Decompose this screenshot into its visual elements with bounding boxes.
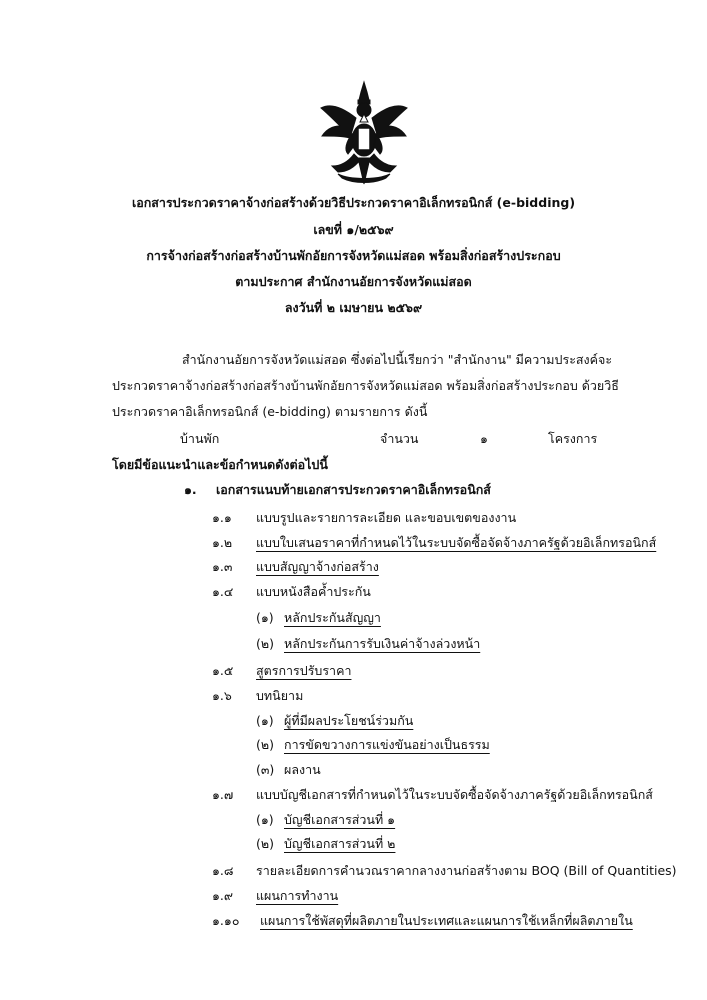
- document-number: เลขที่ ๑/๒๕๖๙: [313, 222, 394, 237]
- garuda-emblem: [318, 80, 410, 188]
- intro-line-3: ประกวดราคาอิเล็กทรอนิกส์ (e-bidding) ตามรายการ ดังนี้: [112, 404, 428, 419]
- subitem-number: (๑): [256, 812, 274, 827]
- announcement-reference: ตามประกาศ สำนักงานอัยการจังหวัดแม่สอด: [235, 274, 472, 289]
- subitem-link[interactable]: ผู้ที่มีผลประโยชน์ร่วมกัน: [284, 713, 414, 728]
- section-1-title: เอกสารแนบท้ายเอกสารประกวดราคาอิเล็กทรอนิกส์: [216, 482, 491, 497]
- item-number: ๑.๒: [212, 535, 233, 550]
- subitem-text: ผลงาน: [284, 762, 321, 777]
- item-qty-label: จำนวน: [380, 431, 419, 446]
- item-link[interactable]: สูตรการปรับราคา: [256, 663, 352, 678]
- document-date: ลงวันที่ ๒ เมษายน ๒๕๖๙: [284, 300, 423, 315]
- subitem-number: (๑): [256, 713, 274, 728]
- item-name: บ้านพัก: [180, 431, 220, 446]
- intro-line-2: ประกวดราคาจ้างก่อสร้างก่อสร้างบ้านพักอัยการจังหวัดแม่สอด พร้อมสิ่งก่อสร้างประกอบ ด้วยวิธี: [112, 378, 619, 393]
- item-number: ๑.๗: [212, 787, 234, 802]
- item-number: ๑.๙: [212, 888, 234, 903]
- document-title: เอกสารประกวดราคาจ้างก่อสร้างด้วยวิธีประกวดราคาอิเล็กทรอนิกส์ (e-bidding): [131, 195, 576, 210]
- conditions-intro: โดยมีข้อแนะนำและข้อกำหนดดังต่อไปนี้: [112, 457, 328, 472]
- item-number: ๑.๑: [212, 510, 232, 525]
- item-text: แบบหนังสือค้ำประกัน: [256, 584, 371, 599]
- item-text: รายละเอียดการคำนวณราคากลางงานก่อสร้างตาม BOQ (Bill of Quantities): [256, 863, 677, 878]
- item-link[interactable]: แบบสัญญาจ้างก่อสร้าง: [256, 559, 379, 574]
- item-link[interactable]: แผนการใช้พัสดุที่ผลิตภายในประเทศและแผนการใช้เหล็กที่ผลิตภายใน: [260, 913, 633, 928]
- item-link[interactable]: แบบใบเสนอราคาที่กำหนดไว้ในระบบจัดซื้อจัดจ้างภาครัฐด้วยอิเล็กทรอนิกส์: [256, 535, 657, 550]
- subitem-link[interactable]: บัญชีเอกสารส่วนที่ ๑: [284, 812, 396, 827]
- intro-line-1: สำนักงานอัยการจังหวัดแม่สอด ซึ่งต่อไปนี้เรียกว่า "สำนักงาน" มีความประสงค์จะ: [182, 352, 613, 367]
- item-number: ๑.๓: [212, 559, 233, 574]
- section-1-number: ๑.: [184, 482, 197, 497]
- item-link[interactable]: แผนการทำงาน: [256, 888, 339, 903]
- subitem-number: (๒): [256, 836, 274, 851]
- subitem-link[interactable]: หลักประกันการรับเงินค่าจ้างล่วงหน้า: [284, 636, 481, 651]
- subitem-number: (๓): [256, 762, 275, 777]
- subitem-number: (๒): [256, 636, 274, 651]
- item-number: ๑.๑๐: [212, 913, 240, 928]
- subitem-link[interactable]: การขัดขวางการแข่งขันอย่างเป็นธรรม: [284, 737, 490, 752]
- item-text: บทนิยาม: [256, 688, 304, 703]
- item-text: แบบรูปและรายการละเอียด และขอบเขตของงาน: [256, 510, 517, 525]
- item-number: ๑.๕: [212, 663, 234, 678]
- item-number: ๑.๖: [212, 688, 232, 703]
- item-number: ๑.๘: [212, 863, 234, 878]
- subitem-link[interactable]: บัญชีเอกสารส่วนที่ ๒: [284, 836, 396, 851]
- item-unit: โครงการ: [548, 431, 598, 446]
- document-subject: การจ้างก่อสร้างก่อสร้างบ้านพักอัยการจังหวัดแม่สอด พร้อมสิ่งก่อสร้างประกอบ: [146, 248, 561, 263]
- item-text: แบบบัญชีเอกสารที่กำหนดไว้ในระบบจัดซื้อจัดจ้างภาครัฐด้วยอิเล็กทรอนิกส์: [256, 787, 653, 802]
- item-qty: ๑: [480, 431, 488, 446]
- subitem-number: (๒): [256, 737, 274, 752]
- item-number: ๑.๔: [212, 584, 234, 599]
- subitem-link[interactable]: หลักประกันสัญญา: [284, 610, 381, 625]
- subitem-number: (๑): [256, 610, 274, 625]
